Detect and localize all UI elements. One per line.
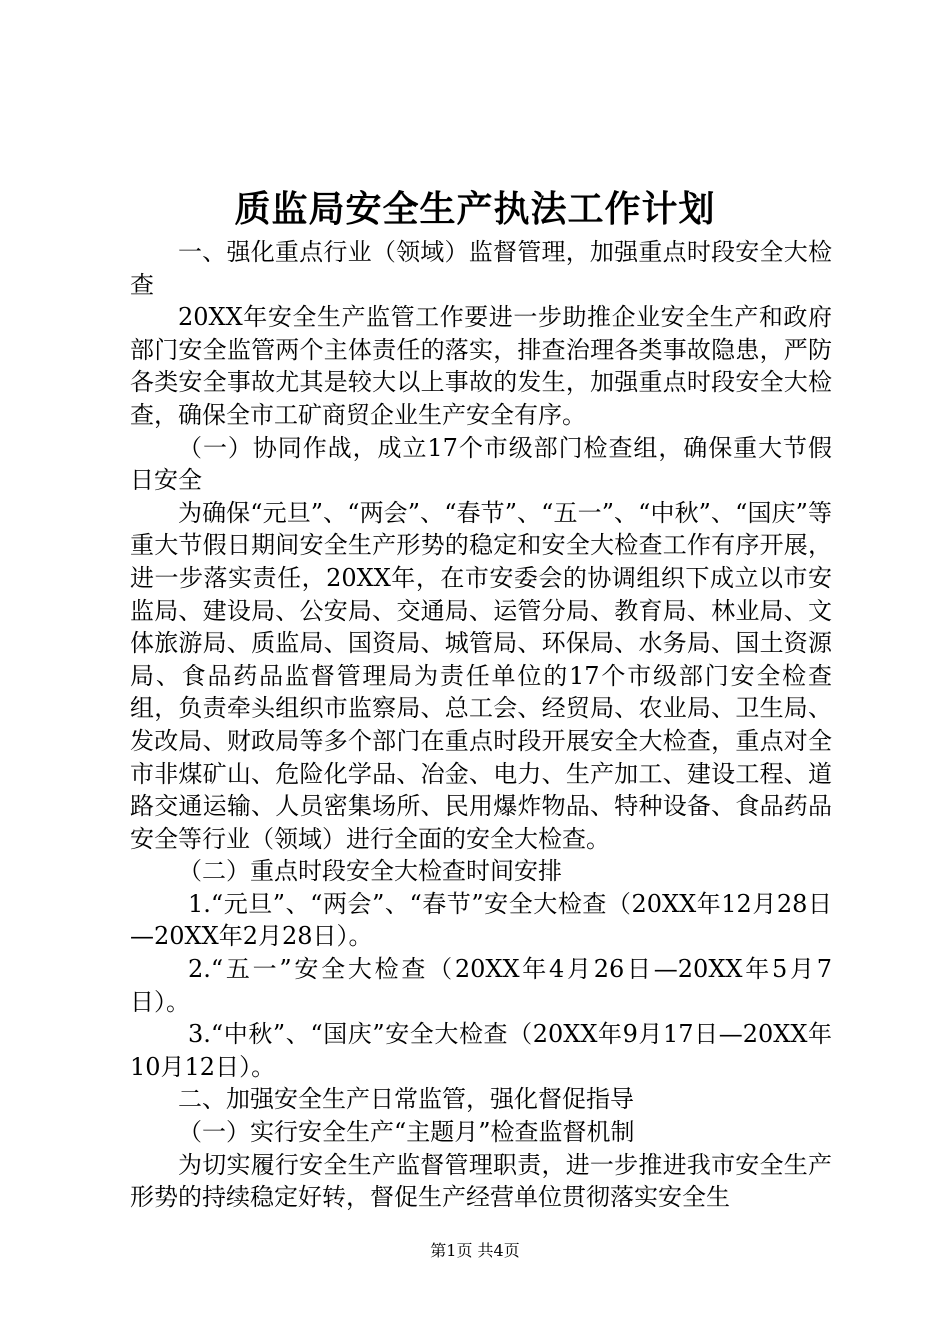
page-footer: 第1页 共4页 (430, 1241, 520, 1260)
section-heading-1: 一、强化重点行业（领域）监督管理，加强重点时段安全大检查 (130, 238, 832, 299)
document-title: 质监局安全生产执法工作计划 (234, 188, 716, 230)
document-body (130, 236, 832, 1214)
subsection-heading: （二）重点时段安全大检查时间安排 (178, 857, 562, 886)
list-item: 3.“中秋”、“国庆”安全大检查（20XX年9月17日—20XX年10月12日）。 (130, 1020, 832, 1081)
subsection-heading: （一）协同作战，成立17个市级部门检查组，确保重大节假日安全 (130, 433, 832, 495)
paragraph: 为确保“元旦”、“两会”、“春节”、“五一”、“中秋”、“国庆”等重大节假日期间安全生产形势的稳定和安全大检查工作有序开展，进一步落实责任，20XX年，在市安委会的协调组织下成立以市安监局、建设局、公安局、交通局、运管分局、教育局、林业局、文体旅游局、质监局、国资局、城管局、环保局、水务局、国土资源局、食品药品监督管理局为责任单位的17个市级部门安全检查组，负责牵头组织市监察局、总工会、经贸局、农业局、卫生局、发改局、财政局等多个部门在重点时段开展安全大检查，重点对全市非煤矿山、危险化学品、冶金、电力、生产加工、建设工程、道路交通运输、人员密集场所、民用爆炸物品、特种设备、食品药品安全等行业（领域）进行全面的安全大检查。 (130, 498, 832, 853)
subsection-heading: （一）实行安全生产“主题月”检查监督机制 (178, 1118, 635, 1147)
list-item: 1.“元旦”、“两会”、“春节”安全大检查（20XX年12月28日—20XX年2月28日）。 (130, 889, 832, 951)
list-item: 2.“五一”安全大检查（20XX年4月26日—20XX年5月7日）。 (130, 955, 832, 1016)
paragraph: 为切实履行安全生产监督管理职责，进一步推进我市安全生产形势的持续稳定好转，督促生产经营单位贯彻落实安全生 (130, 1150, 832, 1212)
paragraph: 20XX年安全生产监管工作要进一步助推企业安全生产和政府部门安全监管两个主体责任的落实，排查治理各类事故隐患，严防各类安全事故尤其是较大以上事故的发生，加强重点时段安全大检查，确保全市工矿商贸企业生产安全有序。 (130, 303, 832, 429)
section-heading-2: 二、加强安全生产日常监管，强化督促指导 (178, 1085, 634, 1114)
